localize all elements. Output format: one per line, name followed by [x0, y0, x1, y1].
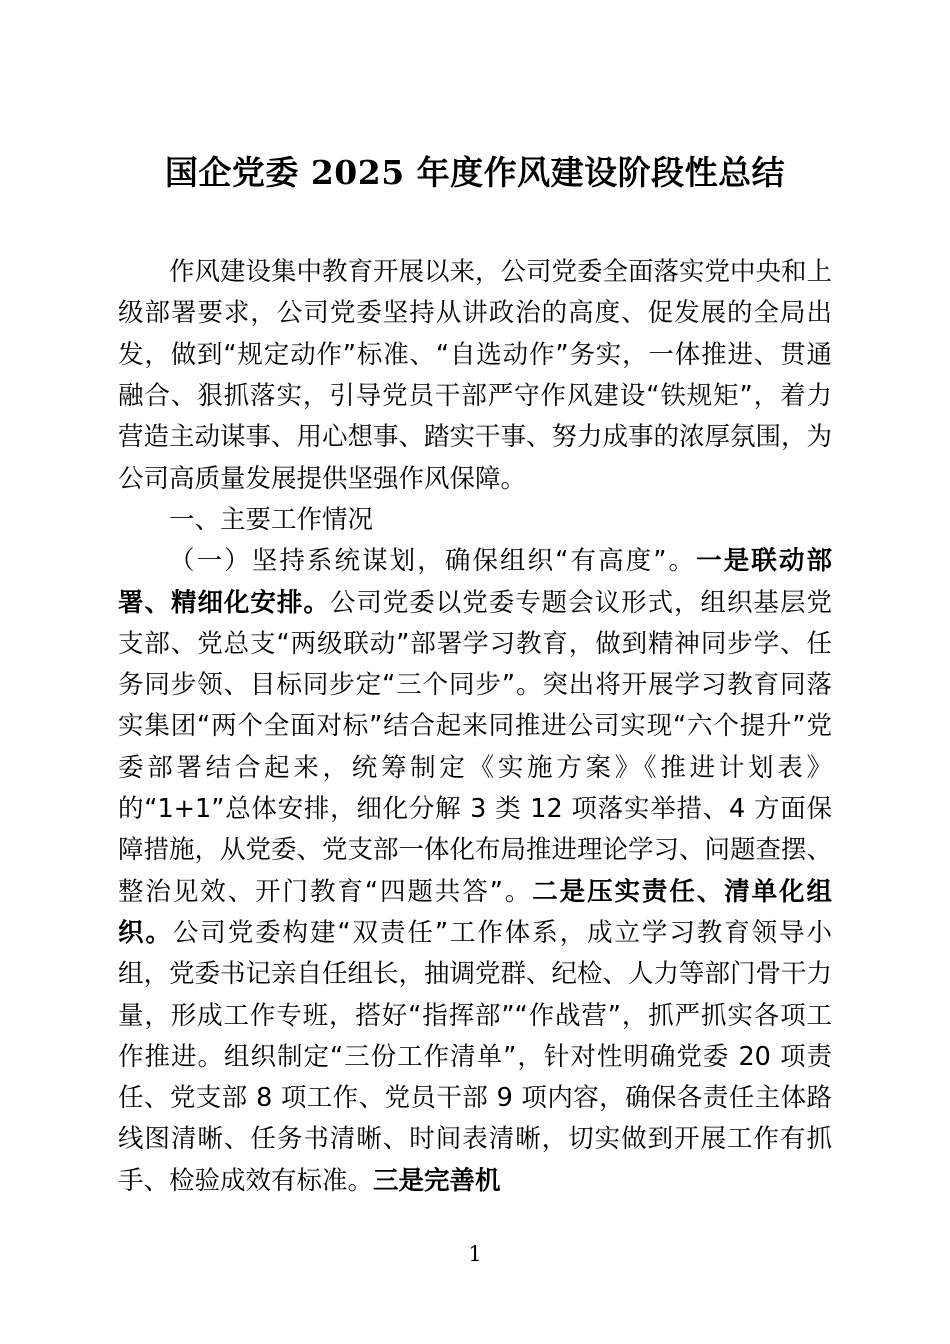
- document-body: [118, 252, 832, 1202]
- paragraph-3: [118, 541, 832, 1202]
- paragraph-2-run-1: 一、主要工作情况: [169, 504, 374, 535]
- paragraph-3-run-1: （一）坚持系统谋划，确保组织“有高度”。: [169, 546, 697, 577]
- paragraph-3-run-5: 公司党委构建“双责任”工作体系，成立学习教育领导小组，党委书记亲自任组长，抽调党群、纪检、人力等部门骨干力量，形成工作专班，搭好“指挥部”“作战营”，抓严抓实各项工作推进。组织制定“三份工作清单”，针对性明确党委 20 项责任、党支部 8 项工作、党员干部 9 项内容，确保各责任主体路线图清晰、任务书清晰、时间表清晰，切实做到开展工作有抓手、检验成效有标准。: [118, 917, 833, 1196]
- page-number: 1: [468, 1242, 482, 1266]
- paragraph-3-run-6: 三是完善机: [373, 1165, 501, 1196]
- paragraph-3-run-4: 二是压实责任、清单化组织。: [118, 876, 832, 948]
- page-title: 国企党委 2025 年度作风建设阶段性总结: [164, 153, 786, 192]
- paragraph-1: [118, 252, 832, 500]
- paragraph-2: [118, 500, 832, 541]
- paragraph-3-run-2: 一是联动部署、精细化安排。: [118, 546, 832, 618]
- paragraph-1-run-1: 作风建设集中教育开展以来，公司党委全面落实党中央和上级部署要求，公司党委坚持从讲政治的高度、促发展的全局出发，做到“规定动作”标准、“自选动作”务实，一体推进、贯通融合、狠抓落实，引导党员干部严守作风建设“铁规矩”，着力营造主动谋事、用心想事、踏实干事、努力成事的浓厚氛围，为公司高质量发展提供坚强作风保障。: [118, 257, 833, 494]
- paragraph-3-run-3: 公司党委以党委专题会议形式，组织基层党支部、党总支“两级联动”部署学习教育，做到精神同步学、任务同步领、目标同步定“三个同步”。突出将开展学习教育同落实集团“两个全面对标”结合起来同推进公司实现“六个提升”党委部署结合起来，统筹制定《实施方案》《推进计划表》的“1+1”总体安排，细化分解 3 类 12 项落实举措、4 方面保障措施，从党委、党支部一体化布局推进理论学习、问题查摆、整治见效、开门教育“四题共答”。: [118, 587, 833, 907]
